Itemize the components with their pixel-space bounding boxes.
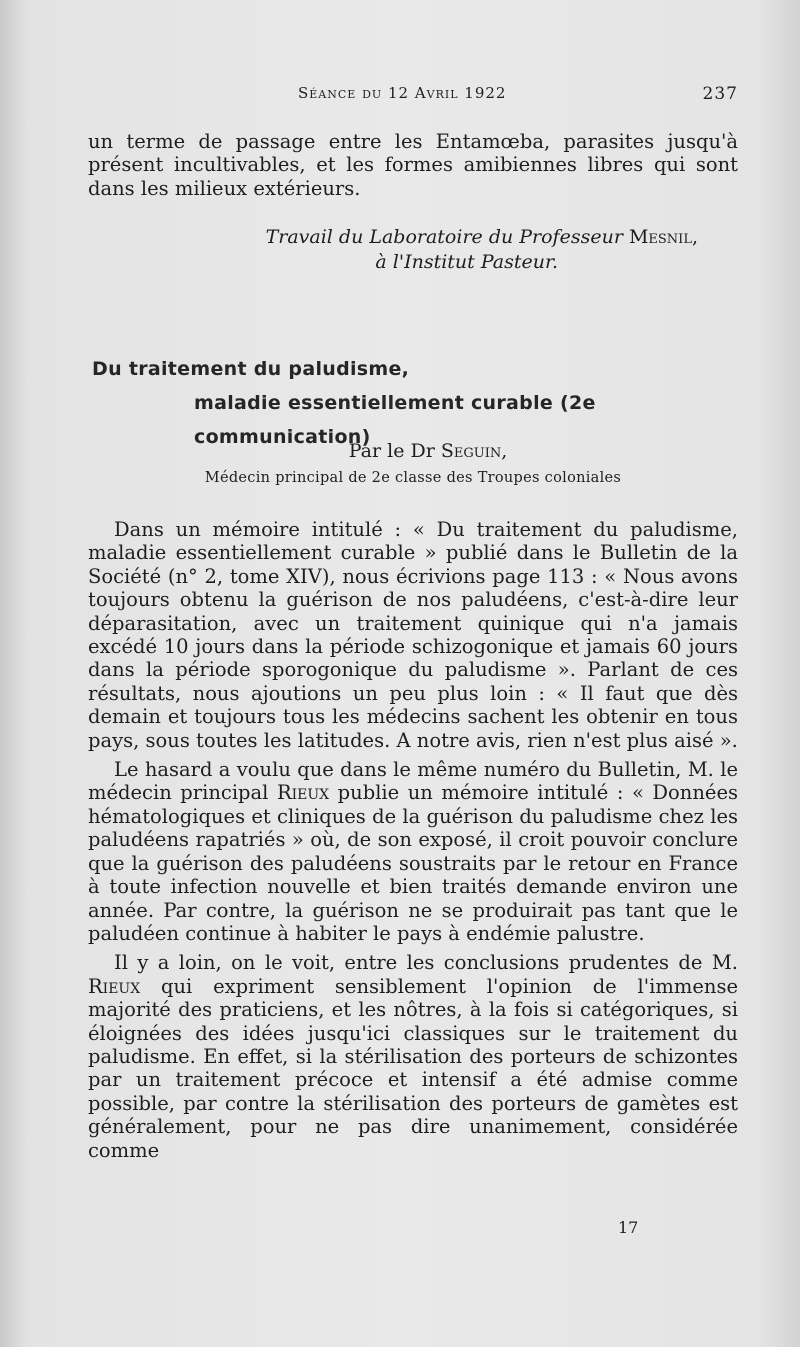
page-header	[88, 84, 738, 108]
intro-block	[88, 130, 738, 200]
page-number: 237	[702, 84, 738, 104]
p2-name: Rieux	[276, 781, 330, 805]
p2-end: publie un mémoire intitulé : « Données hématologiques et cliniques de la guérison du paludisme chez les paludéens rapatriés » où, de son exposé, il croit pouvoir conclure que la guérison des paludéens soustraits par le retour en France à toute infection nouvelle et bien traités demande environ une année. Par contre, la guérison ne se produirait pas tant que le paludéen continue à habiter le pays à endémie palustre.	[88, 781, 738, 945]
credit-lab: Travail du Laboratoire du Professeur	[265, 226, 623, 248]
p3-name: Rieux	[88, 974, 141, 998]
section-title-line1: Du traitement du paludisme,	[92, 358, 410, 380]
body-paragraph-3	[88, 951, 738, 1162]
section-title-line2: maladie essentiellement curable (2e communication)	[194, 392, 596, 448]
running-title: Séance du 12 Avril 1922	[298, 84, 507, 102]
intro-paragraph: un terme de passage entre les Entamœba, parasites jusqu'à présent incultivables, et les formes amibiennes libres qui sont dans les milieux extérieurs.	[88, 130, 738, 200]
body-paragraph-2	[88, 758, 738, 945]
body-text	[88, 518, 738, 1162]
credit-professor-name: Mesnil,	[628, 226, 698, 248]
p3-end: qui expriment sensiblement l'opinion de l'immense majorité des praticiens, et les nôtres, à la fois si catégoriques, si éloignées des idées jusqu'ici classiques sur le traitement du paludisme. En effet, si la stérilisation des porteurs de schizontes par un traitement précoce et intensif a été admise comme possible, par contre la stérilisation des porteurs de gamètes est généralement, pour ne pas dire unanimement, considérée comme	[88, 974, 738, 1162]
signature-mark: 17	[618, 1218, 639, 1237]
credit-line1	[266, 226, 698, 248]
section-title	[92, 352, 742, 454]
author-affiliation: Médecin principal de 2e classe des Troupes coloniales	[204, 470, 622, 486]
lab-credit	[88, 225, 698, 275]
author-prefix: Par le Dr	[348, 440, 435, 462]
p3-start: Il y a loin, on le voit, entre les conclusions prudentes de M.	[114, 951, 738, 975]
author-name: Seguin,	[440, 440, 508, 462]
body-paragraph-1: Dans un mémoire intitulé : « Du traitement du paludisme, maladie essentiellement curable » publié dans le Bulletin de la Société (n° 2, tome XIV), nous écrivions page 113 : « Nous avons toujours obtenu la guérison de nos paludéens, c'est-à-dire leur déparasitation, avec un traitement quinique qui n'a jamais excédé 10 jours dans la période schizogonique et jamais 60 jours dans la période sporogonique du paludisme ». Parlant de ces résultats, nous ajoutions un peu plus loin : « Il faut que dès demain et toujours tous les médecins sachent les obtenir en tous pays, sous toutes les latitudes. A notre avis, rien n'est plus aisé ».	[88, 518, 738, 752]
credit-line2: à l'Institut Pasteur.	[375, 251, 558, 273]
p2-start: Le hasard a voulu que dans le même numéro du Bulletin, M. le médecin principal	[88, 758, 738, 805]
author-line	[88, 440, 738, 462]
